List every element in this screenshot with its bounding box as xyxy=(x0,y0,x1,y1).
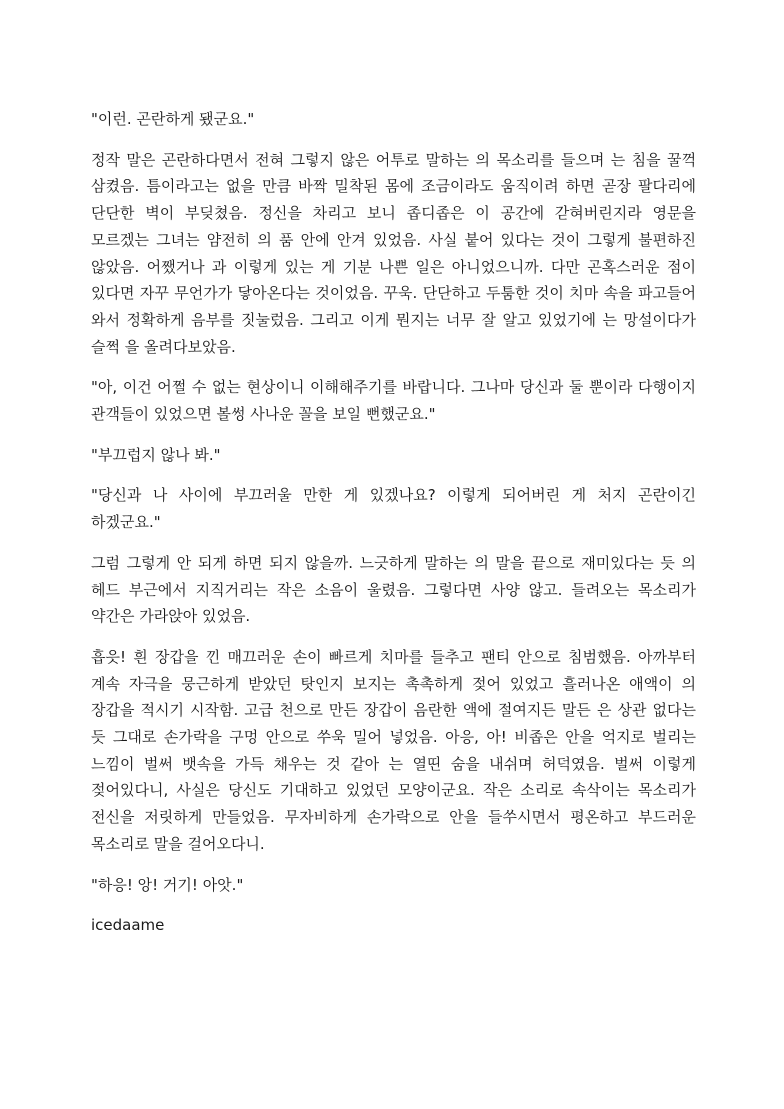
paragraph-6: 그럼 그렇게 안 되게 하면 되지 않을까. 느긋하게 말하는 의 말을 끝으로 재미있다는 듯 의 헤드 부근에서 지직거리는 작은 소음이 울렸음. 그렇다면 사양 않고. 들려오는 목소리가 약간은 가라앉아 있었음. xyxy=(91,553,696,626)
author-name: icedaame xyxy=(91,916,165,935)
paragraph-8: "하응! 앙! 거기! 아앗." xyxy=(91,875,244,894)
paragraph-7: 흡읏! 흰 장갑을 낀 매끄러운 손이 빠르게 치마를 들추고 팬티 안으로 침범했음. 아까부터 계속 자극을 뭉근하게 받았던 탓인지 보지는 촉촉하게 젖어 있었고 흘러나온 애액이 의 장갑을 적시기 시작함. 고급 천으로 만든 장갑이 음란한 액에 절여지든 말든 은 상관 없다는 듯 그대로 손가락을 구멍 안으로 쑤욱 밀어 넣었음. 아응, 아! 비좁은 안을 억지로 벌리는 느낌이 벌써 뱃속을 가득 채우는 것 같아 는 열띤 숨을 내쉬며 허덕였음. 벌써 이렇게 젖어있다니, 사실은 당신도 기대하고 있었던 모양이군요. 작은 소리로 속삭이는 목소리가 전신을 저릿하게 만들었음. 무자비하게 손가락으로 안을 들쑤시면서 평온하고 부드러운 목소리로 말을 걸어오다니. xyxy=(91,647,696,853)
paragraph-4: "부끄럽지 않나 봐." xyxy=(91,445,221,464)
paragraph-3: "아, 이건 어쩔 수 없는 현상이니 이해해주기를 바랍니다. 그나마 당신과 둘 뿐이라 다행이지 관객들이 있었으면 볼썽 사나운 꼴을 보일 뻔했군요." xyxy=(91,378,696,424)
paragraph-5: "당신과 나 사이에 부끄러울 만한 게 있겠나요? 이렇게 되어버린 게 처지 곤란이긴 하겠군요." xyxy=(91,486,696,532)
paragraph-1: "이런. 곤란하게 됐군요." xyxy=(91,110,255,128)
paragraph-2: 정작 말은 곤란하다면서 전혀 그렇지 않은 어투로 말하는 의 목소리를 들으며 는 침을 꿀꺽 삼켰음. 틈이라고는 없을 만큼 바짝 밀착된 몸에 조금이라도 움직이려 하면 곧장 팔다리에 단단한 벽이 부딪쳤음. 정신을 차리고 보니 좁디좁은 이 공간에 갇혀버린지라 영문을 모르겠는 그녀는 얌전히 의 품 안에 안겨 있었음. 사실 붙어 있다는 것이 그렇게 불편하진 않았음. 어쨌거나 과 이렇게 있는 게 기분 나쁜 일은 아니었으니까. 다만 곤혹스러운 점이 있다면 자꾸 무언가가 닿아온다는 것이었음. 꾸욱. 단단하고 두툼한 것이 치마 속을 파고들어 와서 정확하게 음부를 짓눌렀음. 그리고 이게 뭔지는 너무 잘 알고 있었기에 는 망설이다가 슬쩍 을 올려다보았음. xyxy=(91,150,696,356)
